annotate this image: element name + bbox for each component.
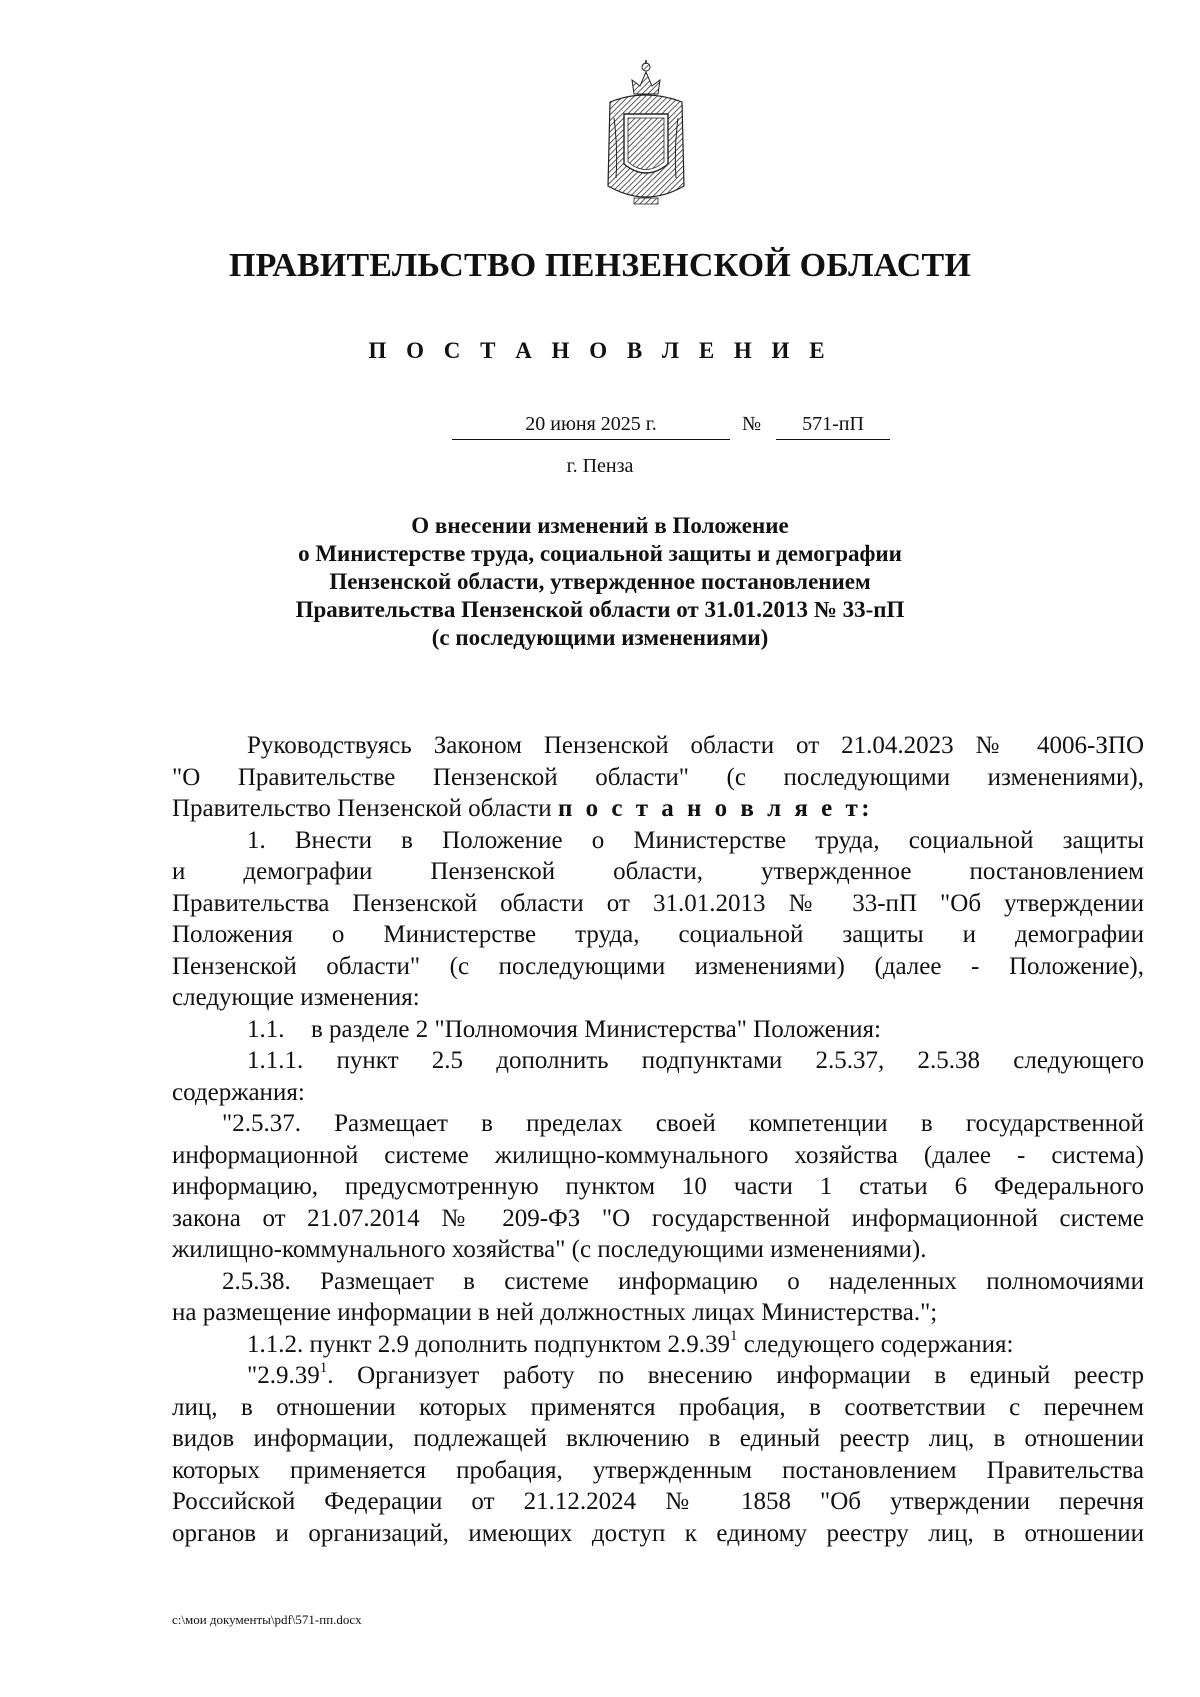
- item-text: . Организует работу по внесению информации в единый реестр: [327, 1362, 1144, 1389]
- body-line: "2.5.37. Размещает в пределах своей компетенции в государственной: [222, 1110, 1144, 1137]
- body-line: информационной системе жилищно-коммунального хозяйства (далее - система): [172, 1141, 1144, 1169]
- body-line: жилищно-коммунального хозяйства" (с последующими изменениями).: [172, 1236, 927, 1263]
- body-line: [172, 1360, 1144, 1392]
- body-line: и демографии Пензенской области, утвержденное постановлением: [172, 858, 1144, 885]
- document-body: [172, 730, 1144, 1549]
- body-line: видов информации, подлежащей включению в единый реестр лиц, в отношении: [172, 1425, 1144, 1452]
- heading-line: Правительства Пензенской области от 31.01.2013 № 33-пП: [295, 597, 905, 622]
- document-number: 571-пП: [776, 410, 890, 440]
- item-number: 1.1.: [247, 1015, 285, 1043]
- body-line: закона от 21.07.2014 № 209-ФЗ "О государственной информационной системе: [172, 1204, 1144, 1232]
- document-type: П О С Т А Н О В Л Е Н И Е: [368, 338, 832, 363]
- issue-city: г. Пенза: [566, 455, 634, 477]
- item-text: "2.9.39: [247, 1362, 320, 1389]
- item-text: следующего содержания:: [737, 1330, 1014, 1358]
- superscript: 1: [729, 1328, 738, 1345]
- body-line: Пензенской области" (с последующими изменениями) (далее - Положение),: [172, 952, 1144, 980]
- number-sign: №: [742, 413, 762, 435]
- resolves-word: п о с т а н о в л я е т:: [557, 795, 874, 822]
- body-line: [172, 1014, 1144, 1046]
- file-path-footer: c:\мои документы\pdf\571-пп.docx: [172, 1612, 362, 1627]
- item-text: в разделе 2 "Полномочия Министерства" Положения:: [311, 1015, 881, 1043]
- superscript: 1: [319, 1359, 328, 1376]
- body-line: Правительства Пензенской области от 31.01.2013 № 33-пП "Об утверждении: [172, 889, 1144, 917]
- body-line: [172, 1329, 1144, 1361]
- body-line: содержания:: [172, 1078, 305, 1106]
- document-heading: [0, 512, 1200, 652]
- heading-line: О внесении изменений в Положение: [411, 513, 789, 538]
- body-line: Российской Федерации от 21.12.2024 № 1858 "Об утверждении перечня: [172, 1488, 1144, 1515]
- organization-title: ПРАВИТЕЛЬСТВО ПЕНЗЕНСКОЙ ОБЛАСТИ: [228, 247, 971, 284]
- body-line: на размещение информации в ней должностных лицах Министерства.";: [172, 1299, 938, 1326]
- body-line: 2.5.38. Размещает в системе информацию о наделенных полномочиями: [222, 1267, 1144, 1295]
- item-text: 1.1.2. пункт 2.9 дополнить подпунктом 2.9.39: [247, 1330, 730, 1358]
- heading-line: о Министерстве труда, социальной защиты и демографии: [298, 541, 902, 566]
- body-line: органов и организаций, имеющих доступ к единому реестру лиц, в отношении: [172, 1519, 1144, 1547]
- heading-line: Пензенской области, утвержденное постановлением: [329, 569, 871, 594]
- body-line: следующие изменения:: [172, 984, 420, 1011]
- heading-line: (с последующими изменениями): [431, 625, 769, 650]
- body-line: лиц, в отношении которых применятся пробация, в соответствии с перечнем: [172, 1393, 1144, 1421]
- body-line: Положения о Министерстве труда, социальной защиты и демографии: [172, 921, 1144, 948]
- preamble-text: Правительство Пензенской области: [172, 795, 558, 822]
- body-line: [172, 793, 1144, 825]
- document-date: 20 июня 2025 г.: [452, 410, 730, 440]
- body-line: 1.1.1. пункт 2.5 дополнить подпунктами 2.5.37, 2.5.38 следующего: [247, 1047, 1144, 1074]
- body-line: информацию, предусмотренную пунктом 10 части 1 статьи 6 Федерального: [172, 1173, 1144, 1200]
- body-line: Руководствуясь Законом Пензенской области от 21.04.2023 № 4006-ЗПО: [247, 732, 1144, 759]
- body-line: "О Правительстве Пензенской области" (с последующими изменениями),: [172, 763, 1144, 791]
- coat-of-arms-icon: [604, 58, 688, 214]
- body-line: 1. Внести в Положение о Министерстве труда, социальной защиты: [247, 826, 1144, 854]
- body-line: которых применяется пробация, утвержденным постановлением Правительства: [172, 1456, 1144, 1484]
